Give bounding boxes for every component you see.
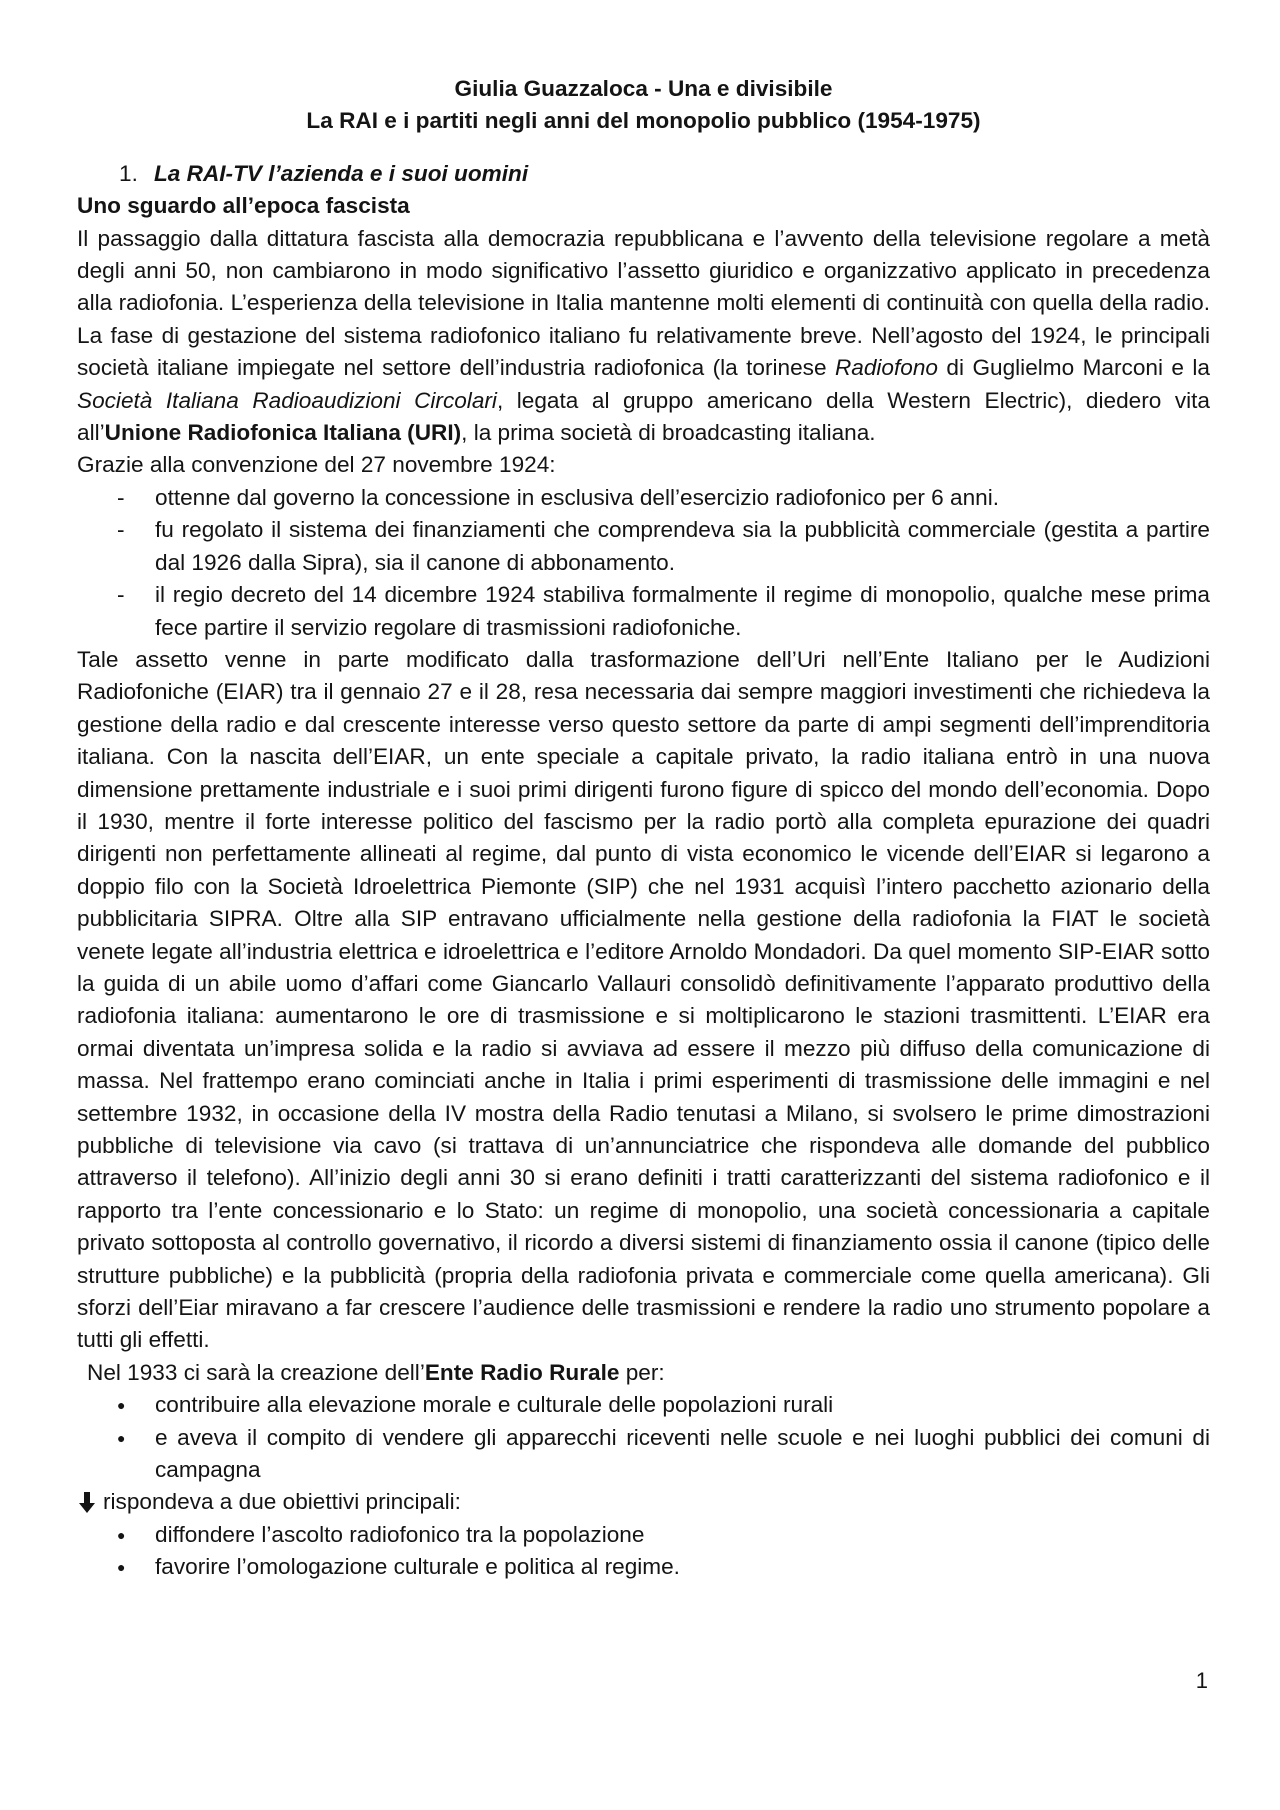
list-item: - il regio decreto del 14 dicembre 1924 stabiliva formalmente il regime di monopolio, qualche mese prima fece partire il servizio regolare di trasmissioni radiofoniche. — [77, 579, 1210, 644]
arrow-line — [77, 1486, 1210, 1518]
radiofono-italic: Radiofono — [834, 355, 938, 381]
paragraph-1-text-a: Il passaggio dalla dittatura fascista alla democrazia repubblicana e l’avvento della televisione regolare a metà degli anni 50, non cambiarono in modo significativo l’assetto giuridico e organizzativo applicato in precedenza alla radiofonia. L’esperienza della televisione in Italia mantenne molti elementi di continuità con quella della radio. La fase di gestazione del sistema radiofonico italiano fu relativamente breve. Nell’agosto del 1924, le principali società italiane impiegate nel settore dell’industria radiofonica (la torinese — [77, 225, 1210, 381]
down-arrow-icon — [77, 1486, 103, 1518]
paragraph-1 — [77, 223, 1210, 450]
paragraph-1-text-b: di Guglielmo Marconi e la — [937, 355, 1211, 381]
sirac-italic: Società Italiana Radioaudizioni Circolari — [77, 387, 497, 413]
rurale-text-a: Nel 1933 ci sarà la creazione dell’ — [87, 1359, 425, 1385]
list-item: ● diffondere l’ascolto radiofonico tra la popolazione — [77, 1519, 1210, 1551]
title-line-1: Giulia Guazzaloca - Una e divisibile — [454, 76, 833, 101]
bullet-marker: ● — [117, 1526, 126, 1543]
list-item: ● favorire l’omologazione culturale e politica al regime. — [77, 1551, 1210, 1583]
paragraph-1-text-c: , legata al gruppo americano della Western Electric), diedero vita all’ — [77, 387, 1210, 446]
bullet-marker: ● — [117, 1397, 126, 1414]
bullet-marker: ● — [117, 1559, 126, 1576]
dash-marker: - — [117, 484, 125, 510]
arrow-line-text: rispondeva a due obiettivi principali: — [103, 1489, 461, 1515]
section-heading — [77, 158, 1210, 190]
page-number: 1 — [1195, 1668, 1208, 1693]
list-item: - ottenne dal governo la concessione in esclusiva dell’esercizio radiofonico per 6 anni. — [77, 482, 1210, 514]
list-item: - fu regolato il sistema dei finanziamenti che comprendeva sia la pubblicità commerciale (gestita a partire dal 1926 dalla Sipra), sia il canone di abbonamento. — [77, 514, 1210, 579]
ente-radio-rurale-bold: Ente Radio Rurale — [424, 1359, 620, 1385]
rurale-text-b: per: — [619, 1359, 665, 1385]
section-number: 1. — [119, 160, 138, 186]
bullet-marker: ● — [117, 1429, 126, 1446]
rurale-line — [77, 1357, 1210, 1389]
bullet-list-1 — [77, 1389, 1210, 1486]
list-item: ● e aveva il compito di vendere gli apparecchi riceventi nelle scuole e nei luoghi pubblici dei comuni di campagna — [77, 1422, 1210, 1487]
subheading: Uno sguardo all’epoca fascista — [77, 193, 410, 219]
uri-bold: Unione Radiofonica Italiana (URI) — [104, 420, 462, 446]
dash-marker: - — [117, 517, 125, 543]
section-title: La RAI-TV l’azienda e i suoi uomini — [154, 160, 529, 186]
convenzione-line: Grazie alla convenzione del 27 novembre 1924: — [77, 452, 556, 478]
paragraph-2: Tale assetto venne in parte modificato dalla trasformazione dell’Uri nell’Ente Italiano per le Audizioni Radiofoniche (EIAR) tra il gennaio 27 e il 28, resa necessaria dai sempre maggiori investimenti che richiedeva la gestione della radio e dal crescente interesse verso questo settore da parte di ampi segmenti dell’imprenditoria italiana. Con la nascita dell’EIAR, un ente speciale a capitale privato, la radio italiana entrò in una nuova dimensione prettamente industriale e i suoi primi dirigenti furono figure di spicco del mondo dell’economia. Dopo il 1930, mentre il forte interesse politico del fascismo per la radio portò alla completa epurazione dei quadri dirigenti non perfettamente allineati al regime, dal punto di vista economico le vicende dell’EIAR si legarono a doppio filo con la Società Idroelettrica Piemonte (SIP) che nel 1931 acquisì l’intero pacchetto azionario della pubblicitaria SIPRA. Oltre alla SIP entravano ufficialmente nella gestione della radiofonia la FIAT le società venete legate all’industria elettrica e idroelettrica e l’editore Arnoldo Mondadori. Da quel momento SIP-EIAR sotto la guida di un abile uomo d’affari come Giancarlo Vallauri consolidò definitivamente l’apparato produttivo della radiofonia italiana: aumentarono le ore di trasmissione e si moltiplicarono le stazioni trasmittenti. L’EIAR era ormai diventata un’impresa solida e la radio si avviava ad essere il mezzo più diffuso della comunicazione di massa. Nel frattempo erano cominciati anche in Italia i primi esperimenti di trasmissione delle immagini e nel settembre 1932, in occasione della IV mostra della Radio tenutasi a Milano, si svolsero le prime dimostrazioni pubbliche di televisione via cavo (si trattava di un’annunciatrice che rispondeva alle domande del pubblico attraverso il telefono). All’inizio degli anni 30 si erano definiti i tratti caratterizzanti del sistema radiofonico e il rapporto tra l’ente concessionario e lo Stato: un regime di monopolio, una società concessionaria a capitale privato sottoposta al controllo governativo, il ricordo a diversi sistemi di finanziamento ossia il canone (tipico delle strutture pubbliche) e la pubblicità (propria della radiofonia privata e commerciale come quella americana). Gli sforzi dell’Eiar miravano a far crescere l’audience delle trasmissioni e rendere la radio uno strumento popolare a tutti gli effetti. — [77, 646, 1210, 1353]
title-line-2: La RAI e i partiti negli anni del monopolio pubblico (1954-1975) — [306, 108, 981, 134]
dash-list — [77, 482, 1210, 644]
bullet-list-2 — [77, 1519, 1210, 1584]
list-item: ● contribuire alla elevazione morale e culturale delle popolazioni rurali — [77, 1389, 1210, 1421]
dash-marker: - — [117, 582, 125, 608]
document-body — [77, 73, 1210, 1584]
paragraph-1-text-d: , la prima società di broadcasting italiana. — [461, 420, 876, 446]
